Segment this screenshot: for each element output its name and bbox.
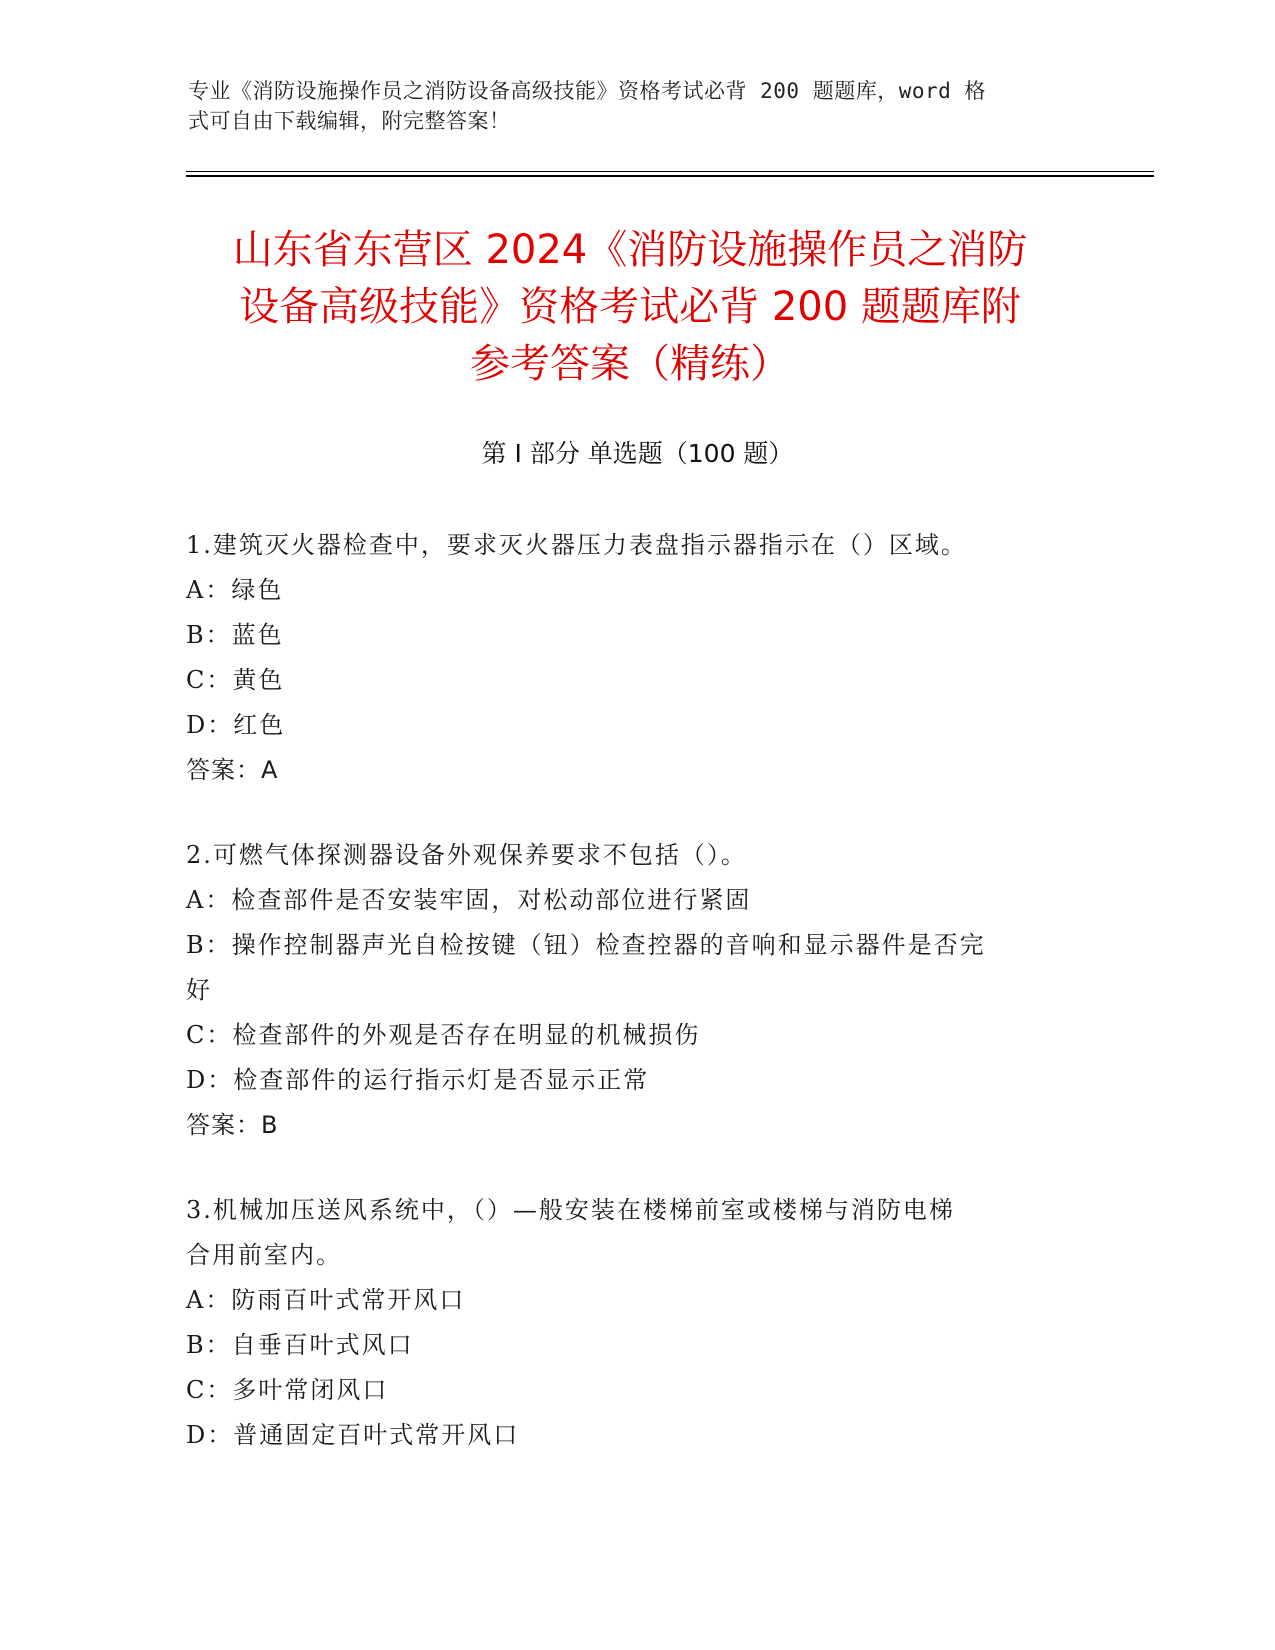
question-3 — [186, 1188, 1066, 1458]
question-2 — [186, 833, 1066, 1148]
header-note-line-1: 专业《消防设施操作员之消防设备高级技能》资格考试必背 200 题题库，word 格 — [188, 79, 986, 103]
question-stem: 1.建筑灭火器检查中，要求灭火器压力表盘指示器指示在（）区域。 — [186, 531, 967, 559]
title-line-1: 山东省东营区 2024《消防设施操作员之消防 — [232, 227, 1028, 273]
option-a: A：检查部件是否安装牢固，对松动部位进行紧固 — [186, 886, 752, 914]
header-rule-thin — [186, 171, 1154, 172]
option-d: D：检查部件的运行指示灯是否显示正常 — [186, 1066, 650, 1094]
option-c: C：检查部件的外观是否存在明显的机械损伤 — [186, 1021, 701, 1049]
answer: 答案：B — [186, 1111, 279, 1139]
header-note — [188, 76, 1068, 136]
answer: 答案：A — [186, 756, 279, 784]
option-c: C：多叶常闭风口 — [186, 1376, 389, 1404]
option-b-continued: 好 — [186, 976, 212, 1004]
title-line-3: 参考答案（精练） — [470, 341, 790, 387]
title-line-2: 设备高级技能》资格考试必背 200 题题库附 — [239, 284, 1021, 330]
question-list — [186, 523, 1066, 1458]
option-b: B：操作控制器声光自检按键（钮）检查控器的音响和显示器件是否完 — [186, 931, 986, 959]
option-b: B：蓝色 — [186, 621, 284, 649]
header-note-line-2: 式可自由下载编辑，附完整答案！ — [188, 109, 511, 133]
option-d: D：红色 — [186, 711, 286, 739]
option-b: B：自垂百叶式风口 — [186, 1331, 414, 1359]
question-stem: 3.机械加压送风系统中，（）—般安装在楼梯前室或楼梯与消防电梯 — [186, 1196, 955, 1224]
option-a: A：防雨百叶式常开风口 — [186, 1286, 466, 1314]
option-a: A：绿色 — [186, 576, 284, 604]
option-d: D：普通固定百叶式常开风口 — [186, 1421, 520, 1449]
option-c: C：黄色 — [186, 666, 285, 694]
question-stem: 2.可燃气体探测器设备外观保养要求不包括（）。 — [186, 841, 747, 869]
question-1 — [186, 523, 1066, 793]
section-title: 第 I 部分 单选题（100 题） — [481, 439, 794, 468]
document-title — [180, 222, 1080, 393]
header-rule-thick — [186, 175, 1154, 177]
question-stem-continued: 合用前室内。 — [186, 1241, 342, 1269]
